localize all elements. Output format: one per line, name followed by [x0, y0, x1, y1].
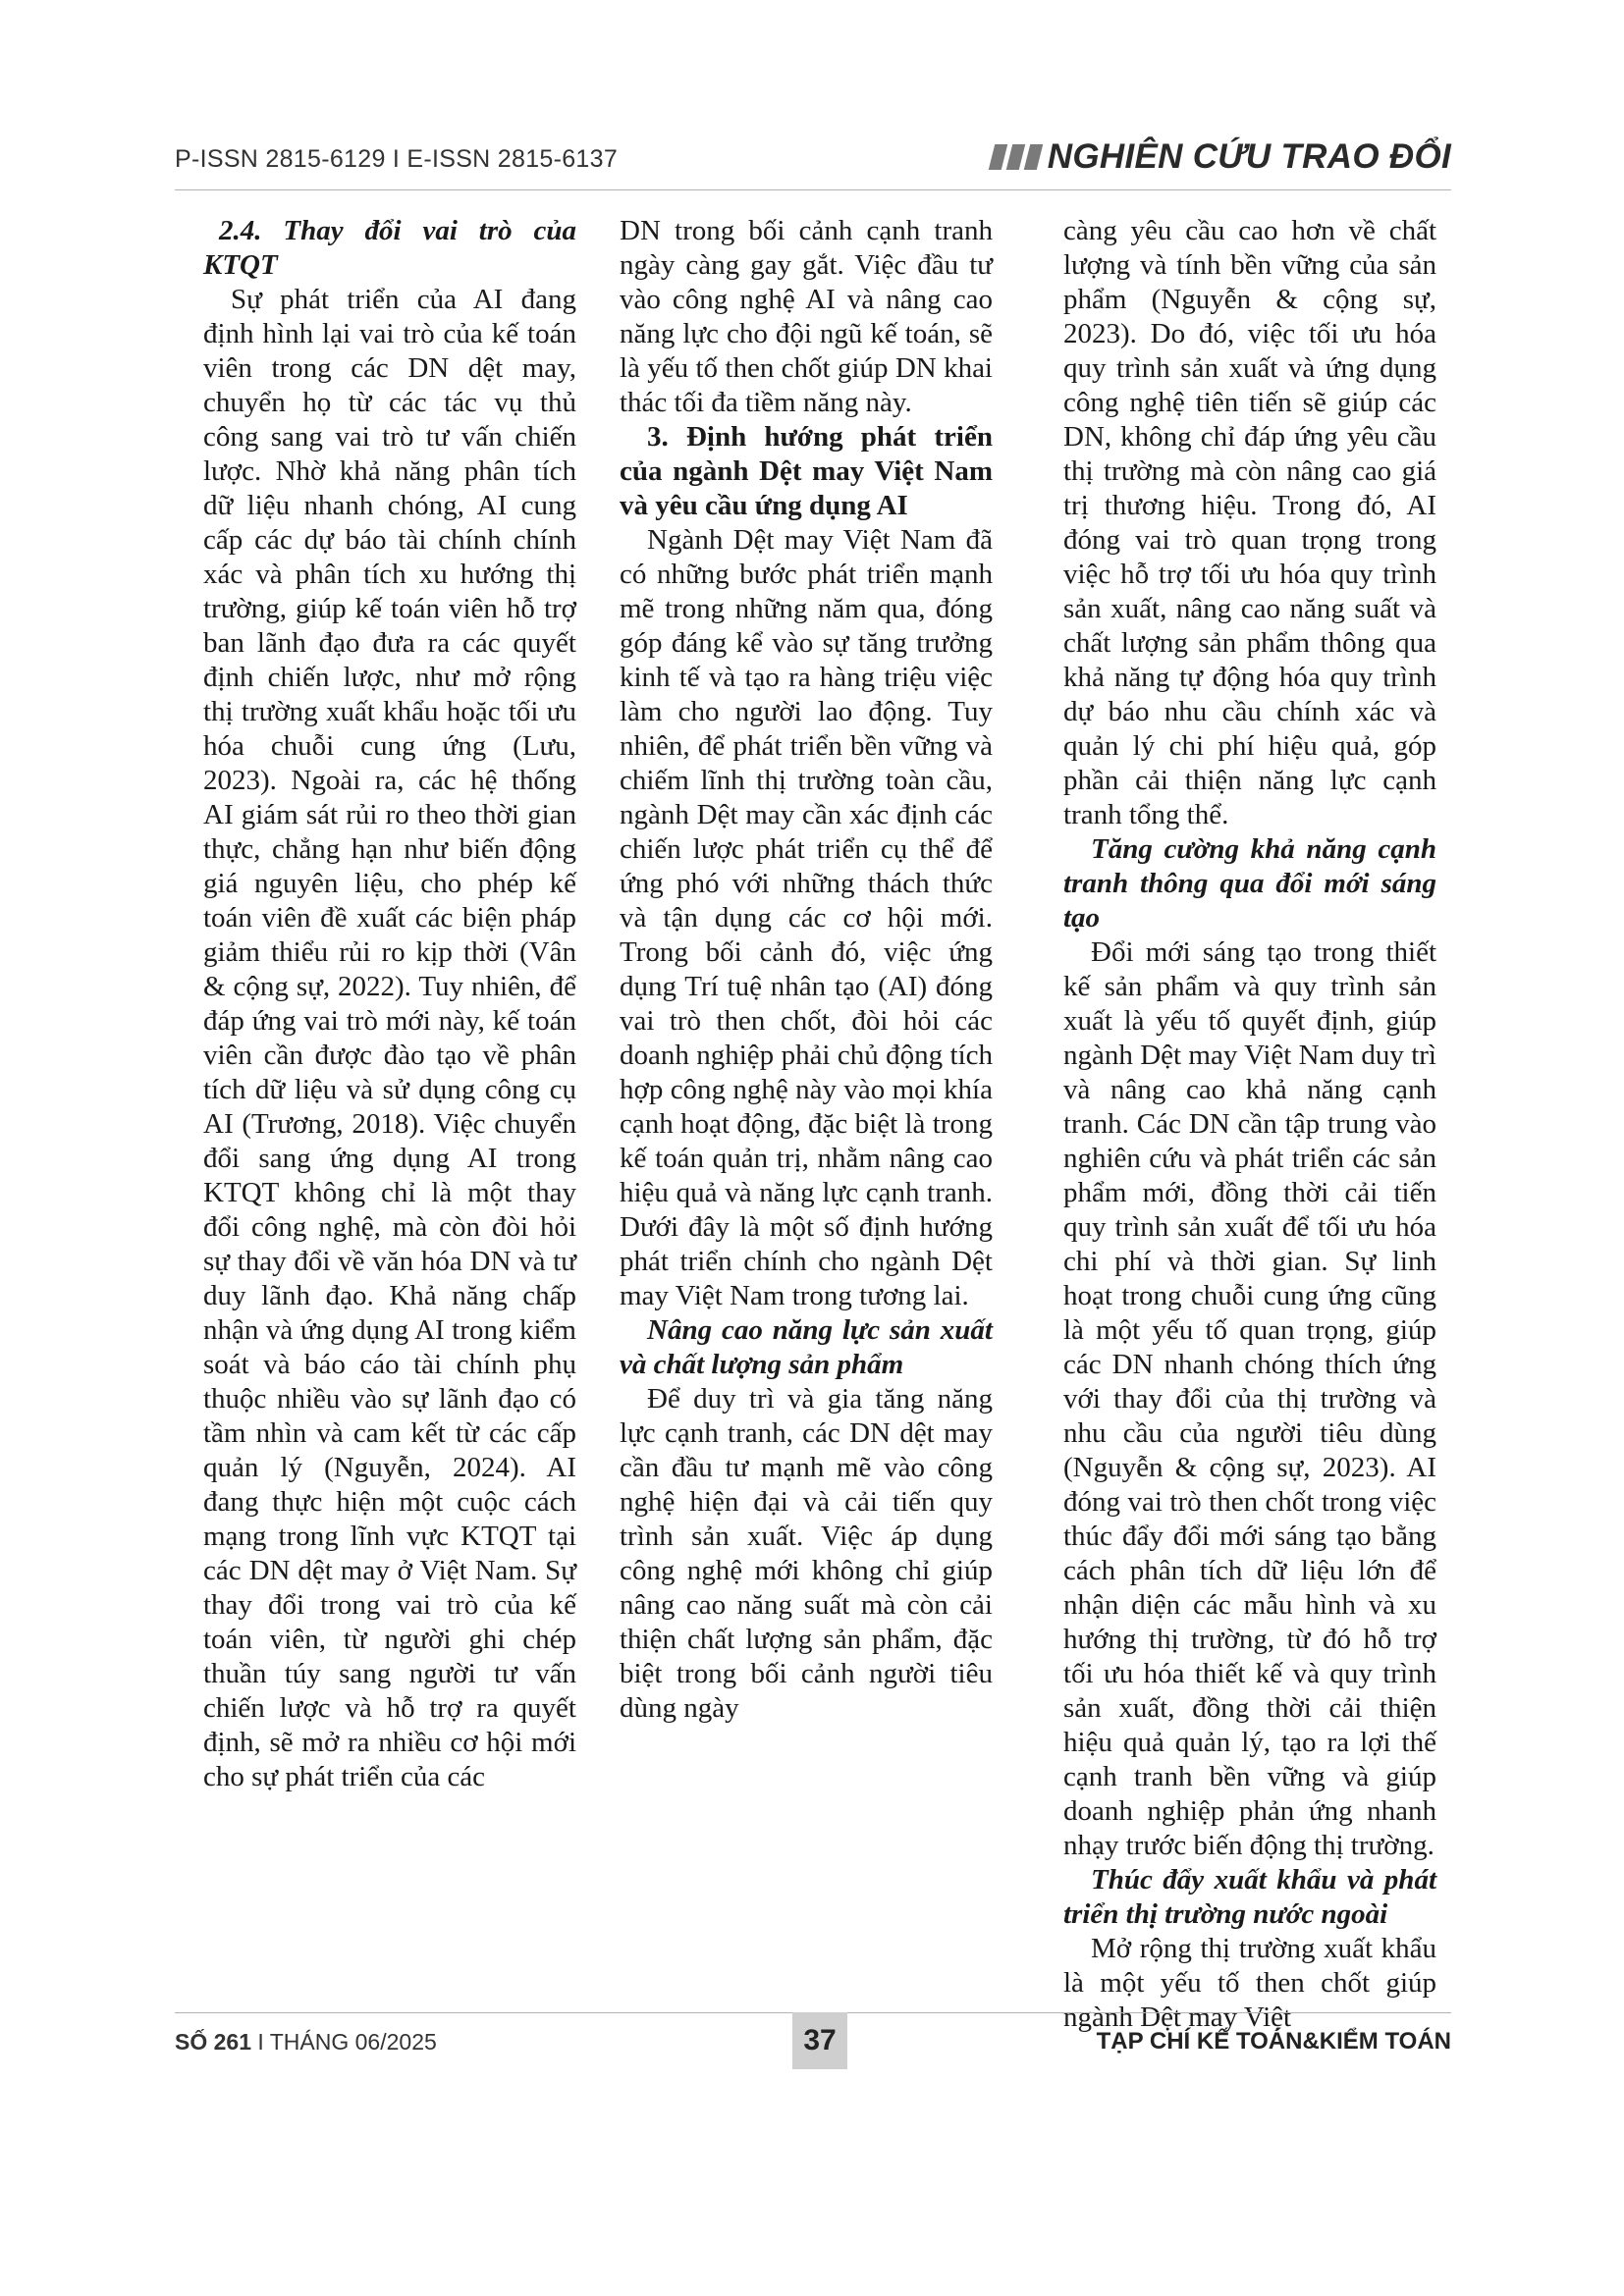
- paragraph: Sự phát triển của AI đang định hình lại vai trò của kế toán viên trong các DN dệt may, chuyển họ từ các tác vụ thủ công sang vai trò tư vấn chiến lược. Nhờ khả năng phân tích dữ liệu nhanh chóng, AI cung cấp các dự báo tài chính chính xác và phân tích xu hướng thị trường, giúp kế toán viên hỗ trợ ban lãnh đạo đưa ra các quyết định chiến lược, như mở rộng thị trường xuất khẩu hoặc tối ưu hóa chuỗi cung ứng (Lưu, 2023). Ngoài ra, các hệ thống AI giám sát rủi ro theo thời gian thực, chẳng hạn như biến động giá nguyên liệu, cho phép kế toán viên đề xuất các biện pháp giảm thiểu rủi ro kịp thời (Vân & cộng sự, 2022). Tuy nhiên, để đáp ứng vai trò mới này, kế toán viên cần được đào tạo về phân tích dữ liệu và sử dụng công cụ AI (Trương, 2018). Việc chuyển đổi sang ứng dụng AI trong KTQT không chỉ là một thay đổi công nghệ, mà còn đòi hỏi sự thay đổi về văn hóa DN và tư duy lãnh đạo. Khả năng chấp nhận và ứng dụng AI trong kiểm soát và báo cáo tài chính phụ thuộc nhiều vào sự lãnh đạo có tầm nhìn và cam kết từ các cấp quản lý (Nguyễn, 2024). AI đang thực hiện một cuộc cách mạng trong lĩnh vực KTQT tại các DN dệt may ở Việt Nam. Sự thay đổi trong vai trò của kế toán viên, từ người ghi chép thuần túy sang người tư vấn chiến lược và hỗ trợ ra quyết định, sẽ mở ra nhiều cơ hội mới cho sự phát triển của các: [203, 284, 576, 1792]
- issn-line: P-ISSN 2815-6129 I E-ISSN 2815-6137: [175, 145, 619, 173]
- page-number: 37: [792, 2012, 847, 2069]
- issue-info: [175, 2029, 437, 2056]
- subheading-innovation: Tăng cường khả năng cạnh tranh thông qua đổi mới sáng tạo: [1063, 833, 1436, 934]
- subheading-export: Thúc đẩy xuất khẩu và phát triển thị trường nước ngoài: [1063, 1864, 1436, 1930]
- section-header: [992, 137, 1451, 177]
- subheading-production: Nâng cao năng lực sản xuất và chất lượng sản phẩm: [620, 1314, 993, 1380]
- subsection-heading-2-4: 2.4. Thay đổi vai trò của KTQT: [203, 215, 576, 281]
- section-heading-3: 3. Định hướng phát triển của ngành Dệt may Việt Nam và yêu cầu ứng dụng AI: [620, 421, 993, 521]
- section-title: NGHIÊN CỨU TRAO ĐỔI: [1047, 137, 1451, 176]
- header-divider: [175, 189, 1451, 190]
- column-3: [1063, 214, 1436, 2035]
- issue-date: I THÁNG 06/2025: [257, 2029, 437, 2055]
- paragraph: Đổi mới sáng tạo trong thiết kế sản phẩm và quy trình sản xuất là yếu tố quyết định, giúp ngành Dệt may Việt Nam duy trì và nâng cao khả năng cạnh tranh. Các DN cần tập trung vào nghiên cứu và phát triển các sản phẩm mới, đồng thời cải tiến quy trình sản xuất để tối ưu hóa chi phí và thời gian. Sự linh hoạt trong chuỗi cung ứng cũng là một yếu tố quan trọng, giúp các DN nhanh chóng thích ứng với thay đổi của thị trường và nhu cầu của người tiêu dùng (Nguyễn & cộng sự, 2023). AI đóng vai trò then chốt trong việc thúc đẩy đổi mới sáng tạo bằng cách phân tích dữ liệu lớn để nhận diện các mẫu hình và xu hướng thị trường, từ đó hỗ trợ tối ưu hóa thiết kế và quy trình sản xuất, đồng thời cải thiện hiệu quả quản lý, tạo ra lợi thế cạnh tranh bền vững và giúp doanh nghiệp phản ứng nhanh nhạy trước biến động thị trường.: [1063, 936, 1436, 1861]
- issue-label: SỐ 261: [175, 2029, 251, 2055]
- column-2: [620, 214, 993, 1726]
- paragraph: Mở rộng thị trường xuất khẩu là một yếu tố then chốt giúp ngành Dệt may Việt: [1063, 1933, 1436, 2033]
- paragraph: Ngành Dệt may Việt Nam đã có những bước phát triển mạnh mẽ trong những năm qua, đóng góp đáng kể vào sự tăng trưởng kinh tế và tạo ra hàng triệu việc làm cho người lao động. Tuy nhiên, để phát triển bền vững và chiếm lĩnh thị trường toàn cầu, ngành Dệt may cần xác định các chiến lược phát triển cụ thể để ứng phó với những thách thức và tận dụng các cơ hội mới. Trong bối cảnh đó, việc ứng dụng Trí tuệ nhân tạo (AI) đóng vai trò then chốt, đòi hỏi các doanh nghiệp phải chủ động tích hợp công nghệ này vào mọi khía cạnh hoạt động, đặc biệt là trong kế toán quản trị, nhằm nâng cao hiệu quả và năng lực cạnh tranh. Dưới đây là một số định hướng phát triển chính cho ngành Dệt may Việt Nam trong tương lai.: [620, 524, 993, 1311]
- paragraph: Để duy trì và gia tăng năng lực cạnh tranh, các DN dệt may cần đầu tư mạnh mẽ vào công nghệ hiện đại và cải tiến quy trình sản xuất. Việc áp dụng công nghệ mới không chỉ giúp nâng cao năng suất mà còn cải thiện chất lượng sản phẩm, đặc biệt trong bối cảnh người tiêu dùng ngày: [620, 1383, 993, 1724]
- journal-name: TẠP CHÍ KẾ TOÁN&KIỂM TOÁN: [1096, 2028, 1451, 2055]
- column-1: [203, 214, 576, 1794]
- paragraph: DN trong bối cảnh cạnh tranh ngày càng gay gắt. Việc đầu tư vào công nghệ AI và nâng cao năng lực cho đội ngũ kế toán, sẽ là yếu tố then chốt giúp DN khai thác tối đa tiềm năng này.: [620, 215, 993, 418]
- paragraph: càng yêu cầu cao hơn về chất lượng và tính bền vững của sản phẩm (Nguyễn & cộng sự, 2023). Do đó, việc tối ưu hóa quy trình sản xuất và ứng dụng công nghệ tiên tiến sẽ giúp các DN, không chỉ đáp ứng yêu cầu thị trường mà còn nâng cao giá trị thương hiệu. Trong đó, AI đóng vai trò quan trọng trong việc hỗ trợ tối ưu hóa quy trình sản xuất, nâng cao năng suất và chất lượng sản phẩm thông qua khả năng tự động hóa quy trình dự báo nhu cầu chính xác và quản lý chi phí hiệu quả, góp phần cải thiện năng lực cạnh tranh tổng thể.: [1063, 215, 1436, 830]
- header-bars-decoration: [992, 144, 1040, 170]
